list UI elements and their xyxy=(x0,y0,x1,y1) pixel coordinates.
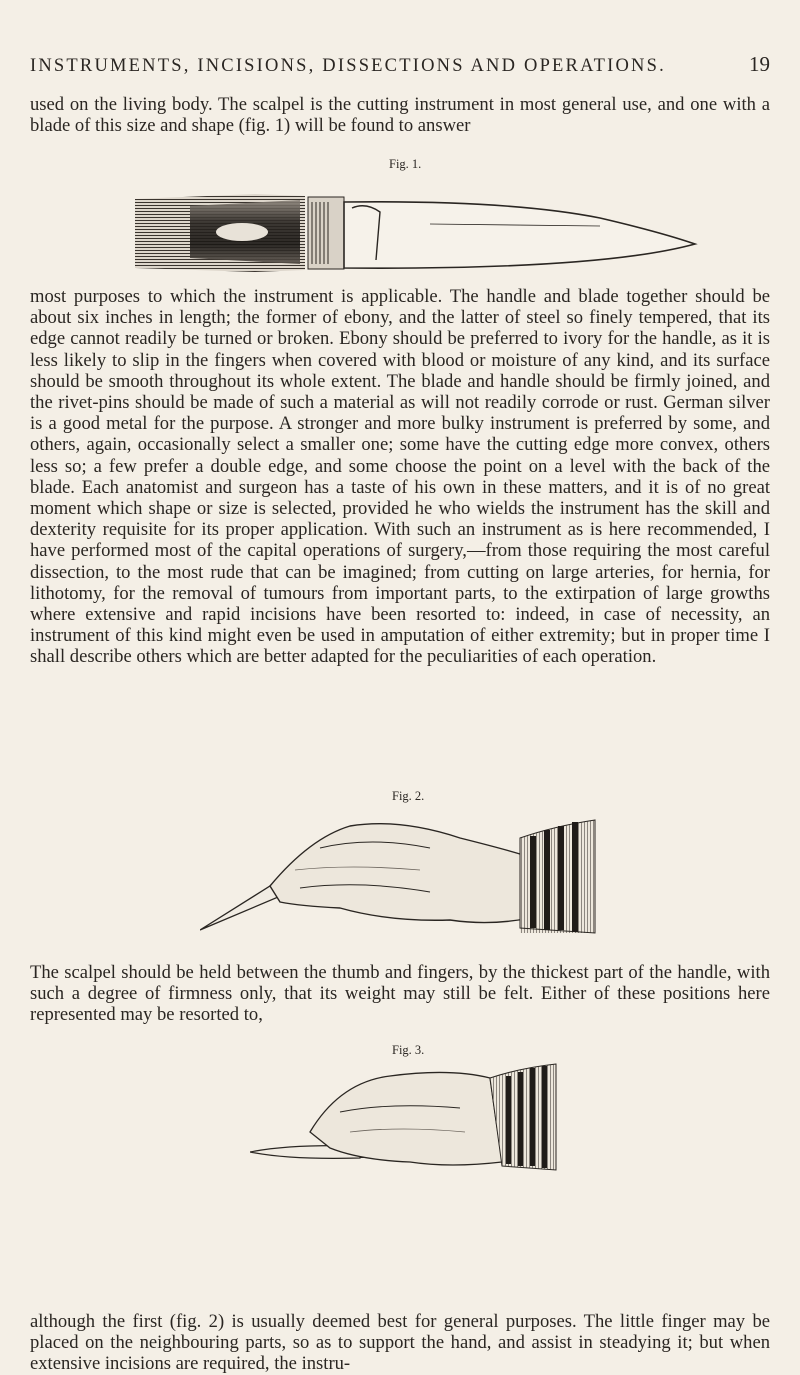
paragraph-1: used on the living body. The scalpel is the cutting instrument in most general use, and one with a blade of this size and shape (fig. 1) will be found to answer xyxy=(30,94,770,137)
running-header xyxy=(30,52,770,77)
paragraph-4: although the first (fig. 2) is usually deemed best for general purposes. The little finger may be placed on the neighbouring parts, so as to support the hand, and assist in steadying it; but when extensive incisions are required, the instru- xyxy=(30,1311,770,1375)
running-title: INSTRUMENTS, INCISIONS, DISSECTIONS AND OPERATIONS. xyxy=(30,56,666,76)
fig-2-hand-holding-scalpel-illustration xyxy=(200,808,600,938)
fig-3-label: Fig. 3. xyxy=(392,1043,425,1057)
page-number: 19 xyxy=(749,52,770,76)
fig-3-hand-holding-scalpel-illustration xyxy=(250,1062,562,1174)
paragraph-3: The scalpel should be held between the thumb and fingers, by the thickest part of the handle, with such a degree of firmness only, that its weight may still be felt. Either of these positions here represented may be resorted to, xyxy=(30,962,770,1026)
fig-1-scalpel-illustration xyxy=(130,172,700,282)
fig-2-label: Fig. 2. xyxy=(392,789,425,803)
fig-1-label: Fig. 1. xyxy=(389,157,422,171)
paragraph-2: most purposes to which the instrument is applicable. The handle and blade together should be about six inches in length; the former of ebony, and the latter of steel so finely tempered, that its edge cannot readily be turned or broken. Ebony should be preferred to ivory for the handle, as it is less likely to slip in the fingers when covered with blood or moisture of any kind, and its surface should be smooth throughout its whole extent. The blade and handle should be firmly joined, and the rivet-pins should be made of such a material as will not readily corrode or rust. German silver is a good metal for the purpose. A stronger and more bulky instrument is preferred by some, and others, again, occasionally select a smaller one; some have the cutting edge more convex, others less so; a few prefer a double edge, and some choose the point on a level with the back of the blade. Each anatomist and surgeon has a taste of his own in these matters, and it is of no great moment which shape or size is selected, provided he who wields the instrument has the skill and dexterity requisite for its proper application. With such an instrument as is here recommended, I have performed most of the capital operations of surgery,—from those requiring the most careful dissection, to the most rude that can be imagined; from cutting on large arteries, for hernia, for lithotomy, for the removal of tumours from important parts, to the extirpation of large growths where extensive and rapid incisions have been resorted to: indeed, in case of necessity, an instrument of this kind might even be used in amputation of either extremity; but in proper time I shall describe others which are better adapted for the peculiarities of each operation. xyxy=(30,286,770,668)
